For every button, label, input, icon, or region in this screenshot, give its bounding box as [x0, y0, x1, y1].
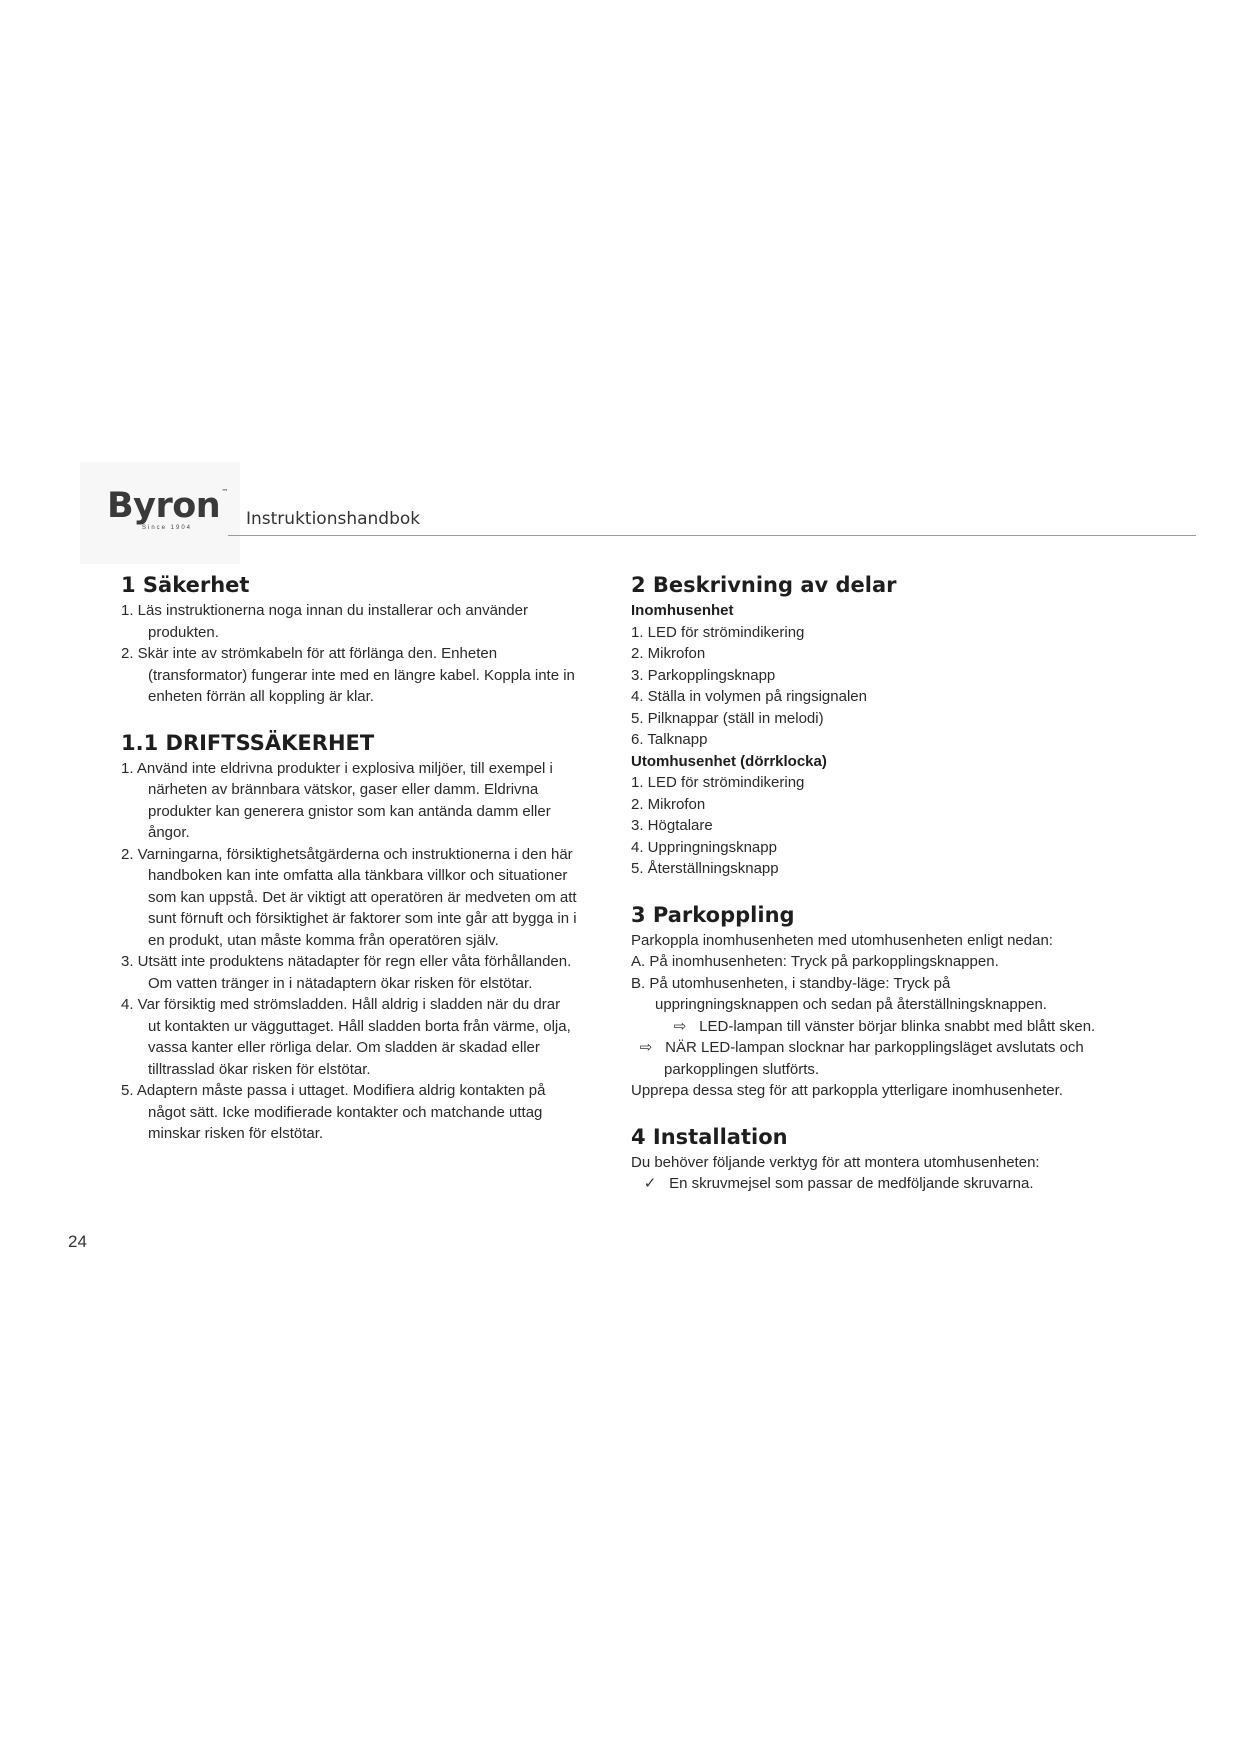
- safety-list: [121, 600, 606, 708]
- list-item: 2. Mikrofon: [631, 795, 706, 813]
- pairing-result-1: ⇨ LED-lampan till vänster börjar blinka snabbt med blått sken.: [631, 1016, 1151, 1038]
- list-item: 5. Återställningsknapp: [631, 860, 779, 877]
- list-line: handboken kan inte omfatta alla tänkbara villkor och situationer: [148, 867, 568, 884]
- list-line: enheten förrän all koppling är klar.: [148, 688, 374, 705]
- checkmark-icon: ✓: [643, 1175, 657, 1192]
- pairing-step-b-cont: uppringningsknappen och sedan på återställningsknappen.: [655, 996, 1047, 1013]
- list-line: minskar risken för elstötar.: [148, 1125, 324, 1142]
- list-line: något sätt. Icke modifierade kontakter och matchande uttag: [148, 1103, 543, 1121]
- section-installation-heading: 4 Installation: [631, 1124, 788, 1149]
- section-parts-heading: 2 Beskrivning av delar: [631, 573, 897, 597]
- brand-tagline: Since 1904: [142, 525, 193, 531]
- list-line: Om vatten tränger in i nätadaptern ökar risken för elstötar.: [148, 974, 533, 992]
- section-operational-safety-heading: 1.1 DRIFTSSÄKERHET: [121, 730, 375, 755]
- list-line: 1. Använd inte eldrivna produkter i explosiva miljöer, till exempel i: [121, 759, 553, 777]
- list-line: 3. Utsätt inte produktens nätadapter för regn eller våta förhållanden.: [121, 953, 572, 970]
- list-line: 5. Adaptern måste passa i uttaget. Modifiera aldrig kontakten på: [121, 1082, 546, 1099]
- list-line: en produkt, utan måste komma från operatören själv.: [148, 931, 499, 949]
- right-column: [631, 570, 1151, 1195]
- pairing-step-b: B. På utomhusenheten, i standby-läge: Tryck på: [631, 974, 951, 992]
- list-item: 6. Talknapp: [631, 731, 708, 748]
- list-line: ångor.: [148, 824, 190, 841]
- list-item: 3. Parkopplingsknapp: [631, 666, 776, 684]
- list-line: närheten av brännbara vätskor, gaser eller damm. Eldrivna: [148, 781, 539, 798]
- outdoor-parts-list: [631, 772, 1151, 880]
- list-item: 1. LED för strömindikering: [631, 623, 805, 641]
- section-pairing-heading: 3 Parkoppling: [631, 902, 795, 927]
- list-item: 5. Pilknappar (ställ in melodi): [631, 709, 824, 727]
- list-line: 2. Skär inte av strömkabeln för att förlänga den. Enheten: [121, 645, 498, 662]
- document-title: Instruktionshandbok: [246, 509, 421, 529]
- left-column: [121, 570, 606, 1145]
- list-item: 2. Mikrofon: [631, 645, 706, 662]
- section-safety-heading: 1 Säkerhet: [121, 573, 250, 597]
- page-number: 24: [68, 1232, 87, 1251]
- outdoor-unit-title: Utomhusenhet (dörrklocka): [631, 752, 827, 770]
- list-item: 4. Uppringningsknapp: [631, 838, 777, 856]
- pairing-result-2: ⇨ NÄR LED-lampan slocknar har parkopplingsläget avslutats och: [631, 1037, 1151, 1059]
- list-line: 4. Var försiktig med strömsladden. Håll aldrig i sladden när du drar: [121, 996, 561, 1013]
- arrow-right-icon: ⇨: [673, 1017, 687, 1035]
- list-line: (transformator) fungerar inte med en längre kabel. Koppla inte in: [148, 666, 575, 684]
- pairing-intro: Parkoppla inomhusenheten med utomhusenheten enligt nedan:: [631, 931, 1053, 949]
- list-line: som kan uppstå. Det är viktigt att operatören är medveten om att: [148, 888, 577, 906]
- pairing-repeat: Upprepa dessa steg för att parkoppla ytterligare inomhusenheter.: [631, 1082, 1063, 1099]
- header-divider: [228, 535, 1196, 536]
- installation-intro: Du behöver följande verktyg för att montera utomhusenheten:: [631, 1153, 1040, 1171]
- list-line: ut kontakten ur vägguttaget. Håll sladden borta från värme, olja,: [148, 1017, 571, 1035]
- list-line: tilltrasslad ökar risken för elstötar.: [148, 1060, 371, 1078]
- pairing-step-a: A. På inomhusenheten: Tryck på parkopplingsknappen.: [631, 953, 999, 970]
- list-line: vassa kanter eller rörliga delar. Om sladden är skadad eller: [148, 1039, 540, 1056]
- list-line: 1. Läs instruktionerna noga innan du installerar och använder: [121, 602, 528, 619]
- arrow-right-icon: ⇨: [639, 1039, 653, 1056]
- list-line: 2. Varningarna, försiktighetsåtgärderna och instruktionerna i den här: [121, 845, 573, 863]
- pairing-result-2-cont: parkopplingen slutförts.: [664, 1060, 820, 1078]
- tool-item: ✓ En skruvmejsel som passar de medföljande skruvarna.: [631, 1173, 1151, 1195]
- list-line: produkter kan generera gnistor som kan antända damm eller: [148, 802, 551, 820]
- indoor-unit-title: Inomhusenhet: [631, 602, 734, 619]
- operational-safety-list: [121, 758, 606, 1145]
- list-item: 1. LED för strömindikering: [631, 774, 805, 791]
- indoor-parts-list: [631, 622, 1151, 751]
- list-item: 3. Högtalare: [631, 817, 713, 834]
- list-line: sunt förnuft och försiktighet är faktorer som inte går att bygga in i: [148, 910, 577, 927]
- list-line: produkten.: [148, 623, 219, 641]
- brand-logo: Byron™: [107, 486, 228, 526]
- list-item: 4. Ställa in volymen på ringsignalen: [631, 688, 867, 705]
